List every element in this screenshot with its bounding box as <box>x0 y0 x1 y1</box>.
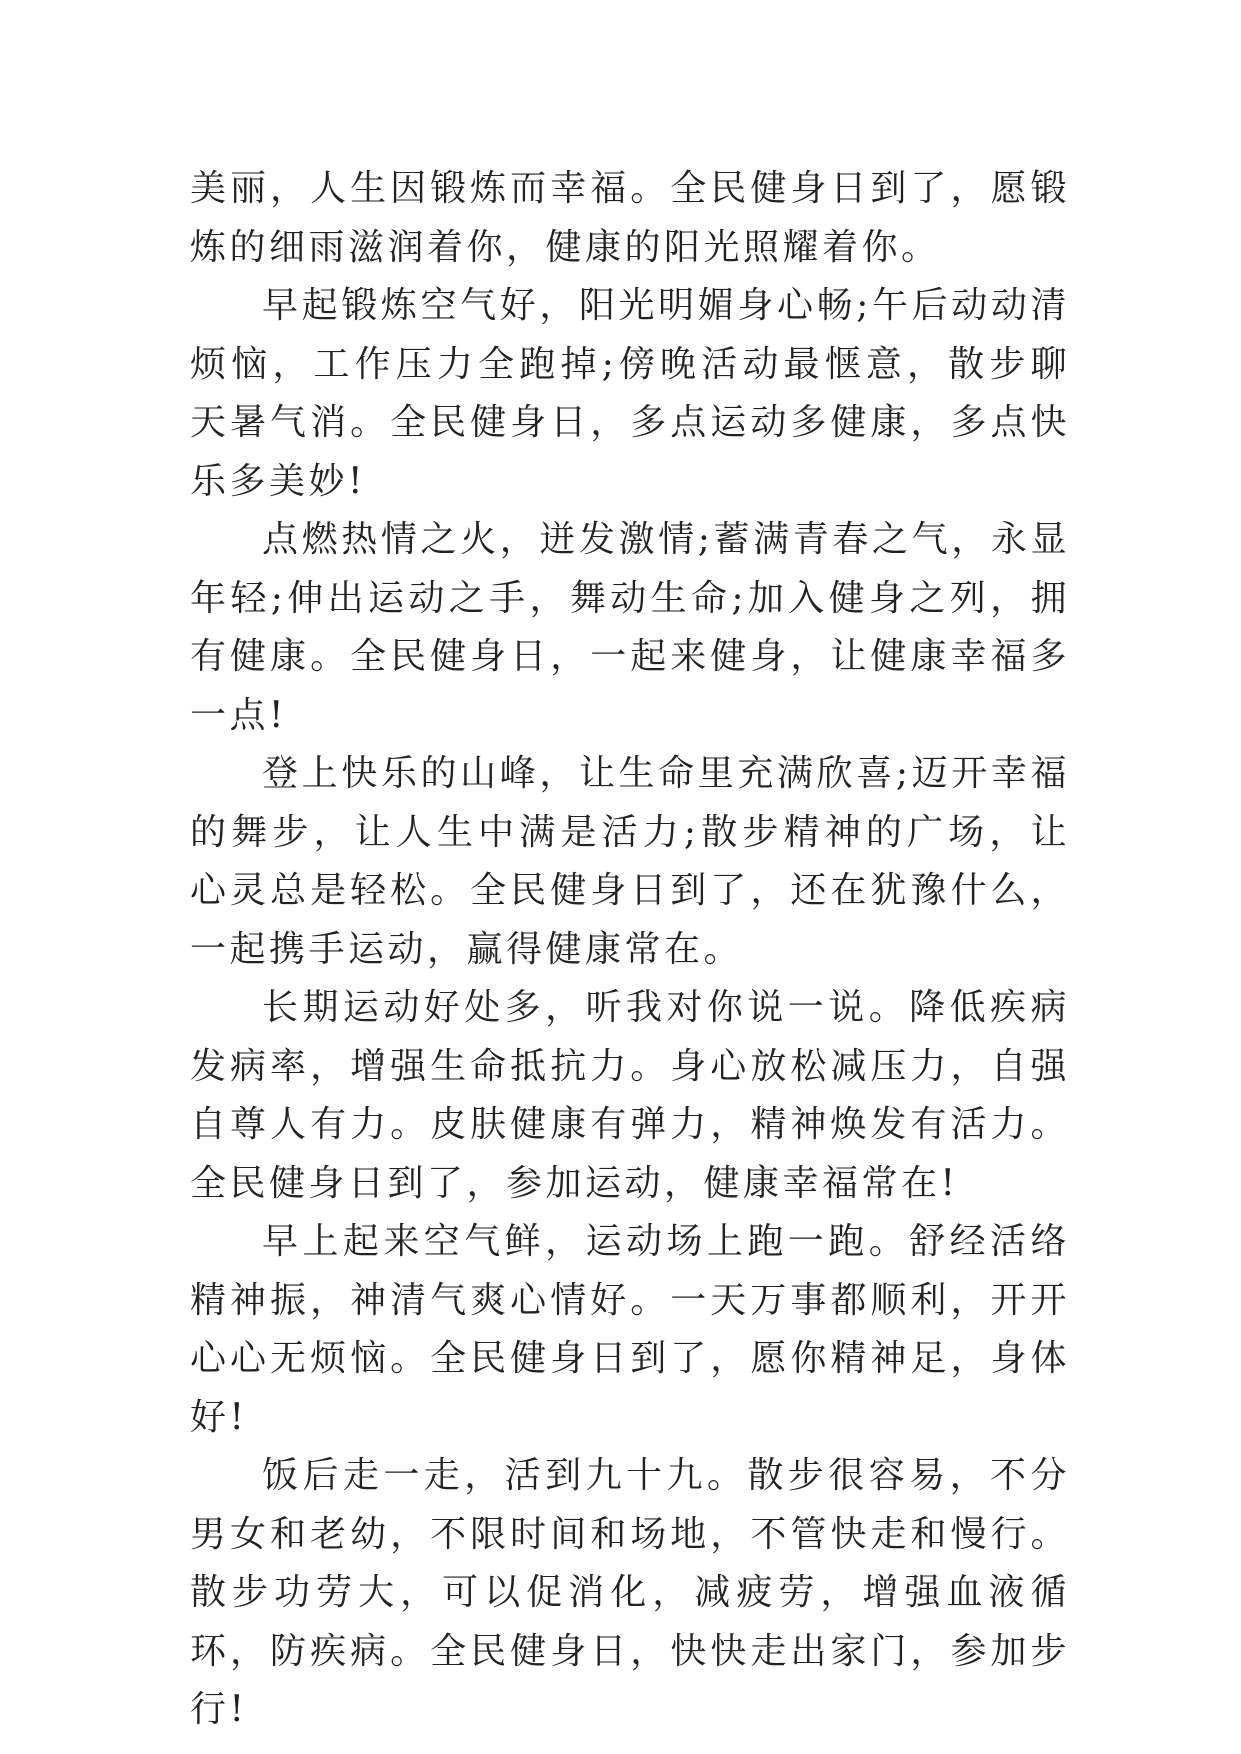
document-body <box>190 160 1070 1740</box>
paragraph-6: 早上起来空气鲜，运动场上跑一跑。舒经活络精神振，神清气爽心情好。一天万事都顺利，开开心心无烦恼。全民健身日到了，愿你精神足，身体好! <box>190 1221 1070 1438</box>
paragraph-3: 点燃热情之火，迸发激情;蓄满青春之气，永显年轻;伸出运动之手，舞动生命;加入健身之列，拥有健康。全民健身日，一起来健身，让健康幸福多一点! <box>190 519 1070 736</box>
paragraph-5: 长期运动好处多，听我对你说一说。降低疾病发病率，增强生命抵抗力。身心放松减压力，自强自尊人有力。皮肤健康有弹力，精神焕发有活力。全民健身日到了，参加运动，健康幸福常在! <box>190 987 1070 1204</box>
paragraph-1: 美丽，人生因锻炼而幸福。全民健身日到了，愿锻炼的细雨滋润着你，健康的阳光照耀着你。 <box>190 168 1070 268</box>
paragraph-4: 登上快乐的山峰，让生命里充满欣喜;迈开幸福的舞步，让人生中满是活力;散步精神的广场，让心灵总是轻松。全民健身日到了，还在犹豫什么，一起携手运动，赢得健康常在。 <box>190 753 1070 970</box>
paragraph-2: 早起锻炼空气好，阳光明媚身心畅;午后动动清烦恼，工作压力全跑掉;傍晚活动最惬意，散步聊天暑气消。全民健身日，多点运动多健康，多点快乐多美妙! <box>190 285 1070 502</box>
paragraph-7: 饭后走一走，活到九十九。散步很容易，不分男女和老幼，不限时间和场地，不管快走和慢行。散步功劳大，可以促消化，减疲劳，增强血液循环，防疾病。全民健身日，快快走出家门，参加步行! <box>190 1455 1070 1730</box>
